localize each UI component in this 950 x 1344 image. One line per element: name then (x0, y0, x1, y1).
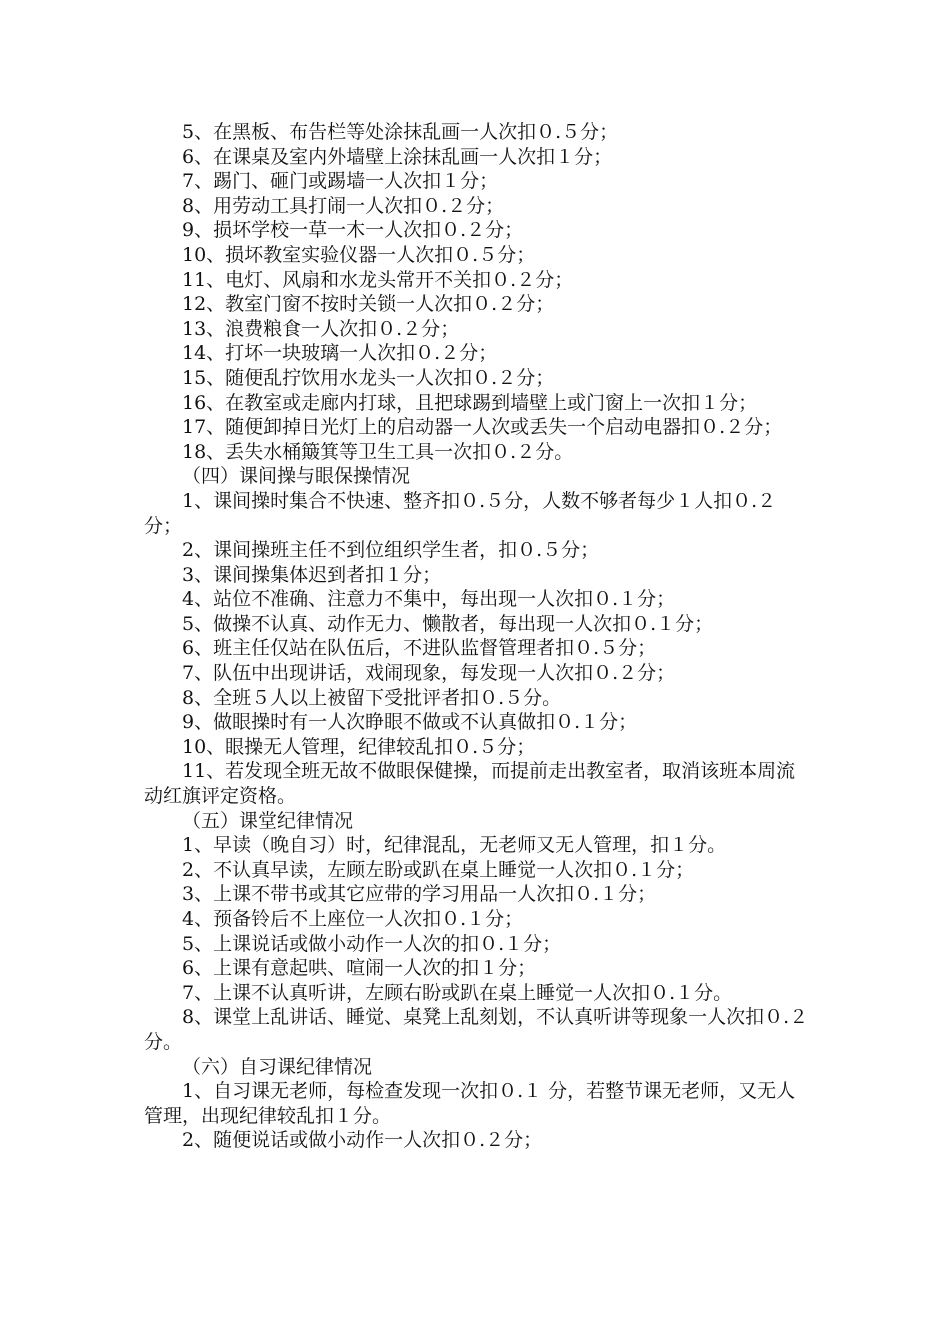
document-paragraph: 4、站位不准确、注意力不集中，每出现一人次扣０.１分； (182, 588, 676, 611)
document-paragraph: 6、上课有意起哄、喧闹一人次的扣１分； (182, 957, 537, 980)
document-paragraph: 3、上课不带书或其它应带的学习用品一人次扣０.１分； (182, 883, 657, 906)
document-paragraph: 3、课间操集体迟到者扣１分； (182, 563, 442, 586)
document-paragraph: 6、班主任仅站在队伍后，不进队监督管理者扣０.５分； (182, 637, 657, 660)
document-paragraph: 15、随便乱拧饮用水龙头一人次扣０.２分； (182, 366, 555, 389)
document-paragraph: 14、打坏一块玻璃一人次扣０.２分； (182, 342, 498, 365)
document-paragraph: 13、浪费粮食一人次扣０.２分； (182, 317, 460, 340)
document-paragraph: 17、随便卸掉日光灯上的启动器一人次或丢失一个启动电器扣０.２分； (182, 416, 783, 439)
document-paragraph: （五）课堂纪律情况 (182, 809, 354, 832)
document-paragraph: 16、在教室或走廊内打球，且把球踢到墙壁上或门窗上一次扣１分； (182, 391, 758, 414)
document-paragraph: 2、课间操班主任不到位组织学生者，扣０.５分； (182, 539, 600, 562)
document-paragraph: 7、上课不认真听讲，左顾右盼或趴在桌上睡觉一人次扣０.１分。 (182, 981, 733, 1004)
document-paragraph: 11、若发现全班无故不做眼保健操，而提前走出教室者，取消该班本周流动红旗评定资格。 (144, 760, 796, 808)
document-paragraph: 2、随便说话或做小动作一人次扣０.２分； (182, 1129, 543, 1152)
document-paragraph: 8、全班５人以上被留下受批评者扣０.５分。 (182, 686, 562, 709)
document-paragraph: 1、自习课无老师，每检查发现一次扣０.１ 分，若整节课无老师，又无人管理，出现纪律较乱扣１分。 (144, 1080, 796, 1127)
document-paragraph: 4、预备铃后不上座位一人次扣０.１分； (182, 908, 524, 930)
document-paragraph: 9、损坏学校一草一木一人次扣０.２分； (182, 219, 524, 242)
document-body (144, 120, 814, 1153)
document-paragraph: 5、做操不认真、动作无力、懒散者，每出现一人次扣０.１分； (182, 612, 714, 635)
document-paragraph: （四）课间操与眼保操情况 (182, 465, 411, 488)
document-paragraph: 8、课堂上乱讲话、睡觉、桌凳上乱刻划，不认真听讲等现象一人次扣０.２分。 (144, 1006, 809, 1053)
document-paragraph: 8、用劳动工具打闹一人次扣０.２分； (182, 194, 505, 217)
document-paragraph: 7、踢门、砸门或踢墙一人次扣１分； (182, 170, 499, 193)
document-paragraph: 2、不认真早读，左顾左盼或趴在桌上睡觉一人次扣０.１分； (182, 858, 695, 881)
document-paragraph: 9、做眼操时有一人次睁眼不做或不认真做扣０.１分； (182, 711, 638, 734)
document-paragraph: 1、课间操时集合不快速、整齐扣０.５分，人数不够者每少１人扣０.２分； (144, 489, 777, 537)
document-paragraph: 12、教室门窗不按时关锁一人次扣０.２分； (182, 293, 555, 316)
document-paragraph: （六）自习课纪律情况 (182, 1055, 373, 1078)
document-paragraph: 5、上课说话或做小动作一人次的扣０.１分； (182, 932, 562, 955)
document-paragraph: 18、丢失水桶簸箕等卫生工具一次扣０.２分。 (182, 440, 574, 463)
document-paragraph: 6、在课桌及室内外墙壁上涂抹乱画一人次扣１分； (182, 145, 613, 168)
document-paragraph: 10、眼操无人管理，纪律较乱扣０.５分； (182, 735, 536, 758)
document-paragraph: 1、早读（晚自习）时，纪律混乱，无老师又无人管理，扣１分。 (182, 834, 727, 857)
document-paragraph: 11、电灯、风扇和水龙头常开不关扣０.２分； (182, 268, 574, 291)
document-paragraph: 10、损坏教室实验仪器一人次扣０.５分； (182, 243, 536, 266)
document-paragraph: 7、队伍中出现讲话，戏闹现象，每发现一人次扣０.２分； (182, 662, 676, 685)
document-paragraph: 5、在黑板、布告栏等处涂抹乱画一人次扣０.５分； (182, 121, 619, 143)
